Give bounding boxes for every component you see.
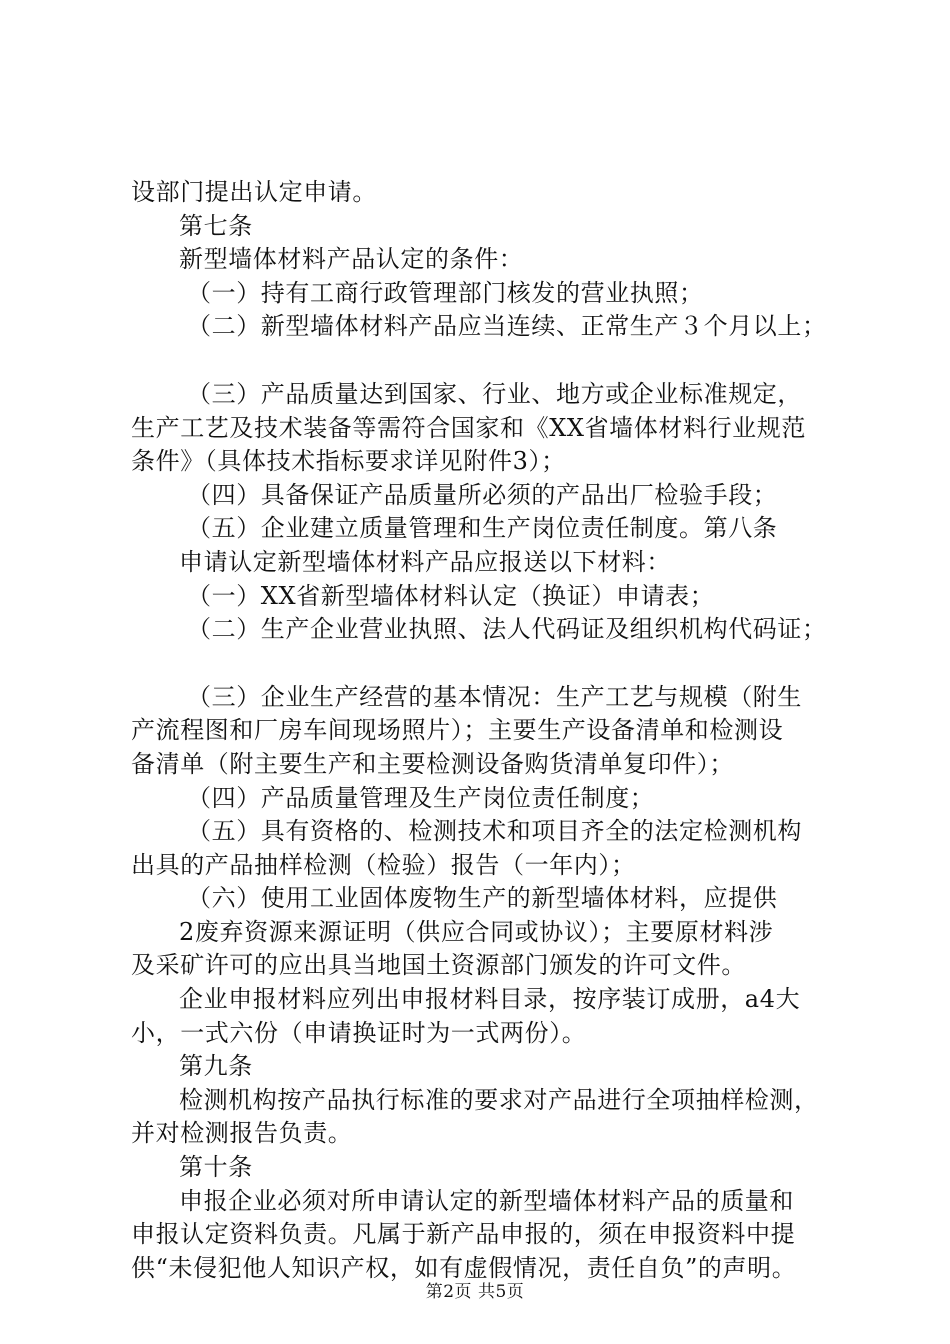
text-line: （四）具备保证产品质量所必须的产品出厂检验手段； bbox=[187, 480, 778, 509]
page-footer: 第2页 共5页 bbox=[425, 1282, 525, 1302]
text-line: 检测机构按产品执行标准的要求对产品进行全项抽样检测， bbox=[179, 1085, 819, 1114]
blank-line bbox=[131, 344, 841, 378]
blank-line bbox=[131, 647, 841, 681]
text-line: 生产工艺及技术装备等需符合国家和《XX省墙体材料行业规范 bbox=[131, 413, 806, 442]
text-line: （六）使用工业固体废物生产的新型墙体材料，应提供 bbox=[187, 884, 778, 913]
text-line: 第七条 bbox=[179, 211, 253, 240]
text-line: （五）具有资格的、检测技术和项目齐全的法定检测机构 bbox=[187, 817, 802, 846]
text-line: 设部门提出认定申请。 bbox=[131, 178, 377, 206]
text-line: （一）持有工商行政管理部门核发的营业执照； bbox=[187, 278, 704, 307]
text-line: （三）产品质量达到国家、行业、地方或企业标准规定， bbox=[187, 379, 802, 408]
text-line: 出具的产品抽样检测（检验）报告（一年内）； bbox=[131, 850, 636, 879]
text-line: 小，一式六份（申请换证时为一式两份）。 bbox=[131, 1018, 587, 1047]
text-line: （三）企业生产经营的基本情况：生产工艺与规模（附生 bbox=[187, 682, 802, 711]
document-body bbox=[131, 176, 841, 1285]
text-line: 申报认定资料负责。凡属于新产品申报的，须在申报资料中提 bbox=[131, 1220, 796, 1249]
text-line: 第十条 bbox=[179, 1153, 253, 1182]
text-line: 企业申报材料应列出申报材料目录，按序装订成册，a4大 bbox=[179, 985, 801, 1014]
text-line: 第九条 bbox=[179, 1052, 253, 1081]
text-line: （二）新型墙体材料产品应当连续、正常生产３个月以上； bbox=[187, 312, 827, 341]
text-line: 申报企业必须对所申请认定的新型墙体材料产品的质量和 bbox=[179, 1186, 794, 1215]
text-line: （二）生产企业营业执照、法人代码证及组织机构代码证； bbox=[187, 615, 827, 644]
text-line: （四）产品质量管理及生产岗位责任制度； bbox=[187, 783, 655, 812]
text-line: 并对检测报告负责。 bbox=[131, 1119, 353, 1148]
text-line: 产流程图和厂房车间现场照片）；主要生产设备清单和检测设 bbox=[131, 716, 784, 745]
text-line: 供“未侵犯他人知识产权，如有虚假情况，责任自负”的声明。 bbox=[131, 1253, 797, 1282]
text-line: 申请认定新型墙体材料产品应报送以下材料： bbox=[179, 547, 671, 576]
text-line: 2废弃资源来源证明（供应合同或协议）；主要原材料涉 bbox=[179, 917, 774, 946]
text-line: 备清单（附主要生产和主要检测设备购货清单复印件）； bbox=[131, 749, 734, 778]
text-line: （五）企业建立质量管理和生产岗位责任制度。第八条 bbox=[187, 514, 778, 543]
text-line: 条件》（具体技术指标要求详见附件3）； bbox=[131, 447, 566, 476]
text-line: 及采矿许可的应出具当地国土资源部门颁发的许可文件。 bbox=[131, 951, 746, 980]
text-line: （一）XX省新型墙体材料认定（换证）申请表； bbox=[187, 581, 715, 610]
text-line: 新型墙体材料产品认定的条件： bbox=[179, 245, 524, 274]
